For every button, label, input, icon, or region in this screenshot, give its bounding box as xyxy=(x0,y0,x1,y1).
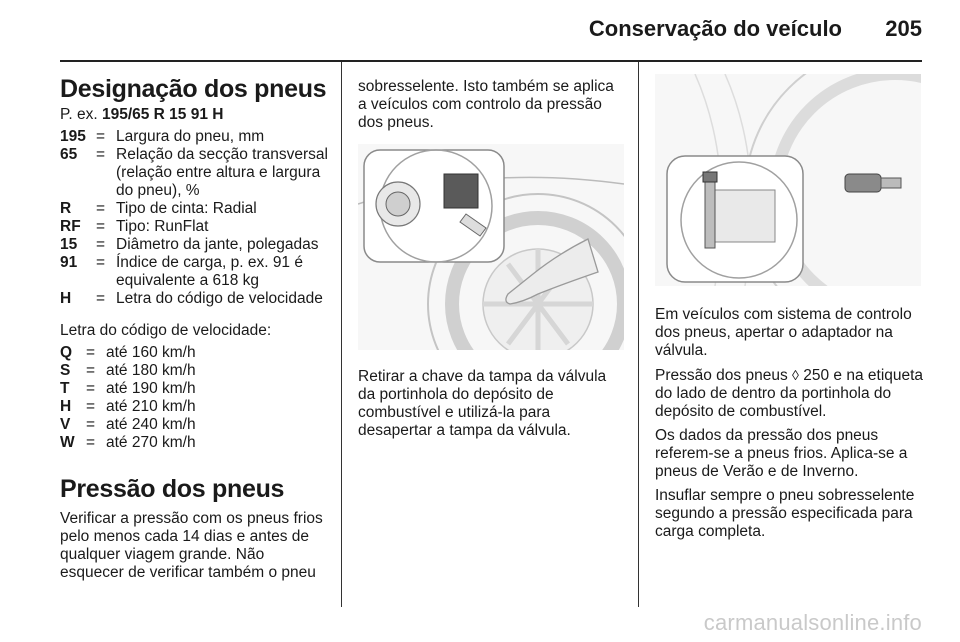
definition-row xyxy=(60,146,332,200)
cross-reference-arrow-icon: ◊ xyxy=(792,367,799,383)
definition-row xyxy=(60,254,332,290)
definition-eq: = xyxy=(96,236,106,253)
definition-value: Tipo de cinta: Radial xyxy=(116,200,257,217)
watermark: carmanualsonline.info xyxy=(703,610,922,635)
speed-code-eq: = xyxy=(86,362,96,379)
example-line xyxy=(60,106,332,124)
definition-key: RF xyxy=(60,218,81,235)
example-prefix: P. ex. xyxy=(60,106,98,123)
definition-row xyxy=(60,218,332,236)
definition-eq: = xyxy=(96,218,106,235)
definition-value: Largura do pneu, mm xyxy=(116,128,265,145)
paragraph-cold-tyres: Os dados da pressão dos pneus referem-se a pneus frios. Aplica-se a pneus de Verão e de Inverno. xyxy=(655,427,908,480)
heading-tyre-pressure: Pressão dos pneus xyxy=(60,475,285,503)
definition-key: R xyxy=(60,200,72,217)
speed-code-eq: = xyxy=(86,380,96,397)
speed-code-key: T xyxy=(60,380,70,397)
column-3 xyxy=(655,74,925,541)
definition-value: Letra do código de velocidade xyxy=(116,290,323,307)
speed-code-row xyxy=(60,344,332,362)
definition-eq: = xyxy=(96,200,106,217)
speed-code-row xyxy=(60,416,332,434)
paragraph-spare-inflation: Insuflar sempre o pneu sobresselente segundo a pressão especificada para carga completa. xyxy=(655,487,915,540)
definition-key: 15 xyxy=(60,236,78,253)
definition-value: Relação da secção transversal (relação entre altura e largura do pneu), % xyxy=(116,146,328,199)
definition-value: Diâmetro da jante, polegadas xyxy=(116,236,319,253)
speed-code-key: W xyxy=(60,434,75,451)
speed-code-value: até 270 km/h xyxy=(106,434,196,451)
speed-code-value: até 210 km/h xyxy=(106,398,196,415)
speed-code-row xyxy=(60,398,332,416)
speed-code-row xyxy=(60,434,332,452)
definition-row xyxy=(60,290,332,308)
definition-key: H xyxy=(60,290,72,307)
definition-row xyxy=(60,236,332,254)
pressure-reference-rest: 250 e na etiqueta do lado de dentro da portinhola do depósito de combustível. xyxy=(655,367,924,420)
speed-code-value: até 180 km/h xyxy=(106,362,196,379)
speed-code-value: até 240 km/h xyxy=(106,416,196,433)
heading-tyre-designation: Designação dos pneus xyxy=(60,75,327,103)
speed-code-intro: Letra do código de velocidade: xyxy=(60,322,272,339)
definition-key: 65 xyxy=(60,146,78,163)
definition-value: Índice de carga, p. ex. 91 é equivalente a 618 kg xyxy=(116,254,303,289)
speed-code-value: até 160 km/h xyxy=(106,344,196,361)
definition-row xyxy=(60,128,332,146)
pressure-reference-text: Pressão dos pneus xyxy=(655,367,788,384)
pressure-paragraph: Verificar a pressão com os pneus frios pelo menos cada 14 dias e antes de qualquer viagem grande. Não esquecer de verificar também o pneu xyxy=(60,510,323,581)
paragraph-pressure-reference xyxy=(655,366,925,421)
column-divider-2 xyxy=(638,62,639,607)
speed-code-list xyxy=(60,344,332,452)
speed-code-key: S xyxy=(60,362,71,379)
speed-code-row xyxy=(60,380,332,398)
definition-list xyxy=(60,128,332,308)
definition-value: Tipo: RunFlat xyxy=(116,218,209,235)
definition-eq: = xyxy=(96,146,106,163)
spare-tyre-continuation: sobresselente. Isto também se aplica a veículos com controlo da pressão dos pneus. xyxy=(358,78,614,131)
speed-code-key: V xyxy=(60,416,71,433)
valve-adapter-drawing xyxy=(655,74,921,286)
definition-eq: = xyxy=(96,128,106,145)
column-2 xyxy=(358,74,626,440)
example-code: 195/65 R 15 91 H xyxy=(101,106,224,123)
illustration-valve-adapter xyxy=(655,74,921,286)
fuel-flap-wheel-drawing xyxy=(358,144,624,350)
definition-row xyxy=(60,200,332,218)
definition-eq: = xyxy=(96,290,106,307)
speed-code-eq: = xyxy=(86,416,96,433)
definition-key: 195 xyxy=(60,128,86,145)
definition-eq: = xyxy=(96,254,106,271)
illustration-fuel-flap-key xyxy=(358,144,624,350)
paragraph-adapter: Em veículos com sistema de controlo dos pneus, apertar o adaptador na válvula. xyxy=(655,306,912,359)
speed-code-key: Q xyxy=(60,344,73,361)
speed-code-value: até 190 km/h xyxy=(106,380,196,397)
column-1 xyxy=(60,74,332,582)
page-number: 205 xyxy=(885,16,922,41)
speed-code-row xyxy=(60,362,332,380)
column-divider-1 xyxy=(341,62,342,607)
illustration-caption: Retirar a chave da tampa da válvula da portinhola do depósito de combustível e utilizá-la para desapertar a tampa da válvula. xyxy=(358,368,607,439)
speed-code-eq: = xyxy=(86,434,96,451)
definition-key: 91 xyxy=(60,254,78,271)
speed-code-key: H xyxy=(60,398,72,415)
running-header-title: Conservação do veículo xyxy=(588,16,842,41)
header-rule xyxy=(60,60,922,62)
speed-code-eq: = xyxy=(86,398,96,415)
speed-code-eq: = xyxy=(86,344,96,361)
